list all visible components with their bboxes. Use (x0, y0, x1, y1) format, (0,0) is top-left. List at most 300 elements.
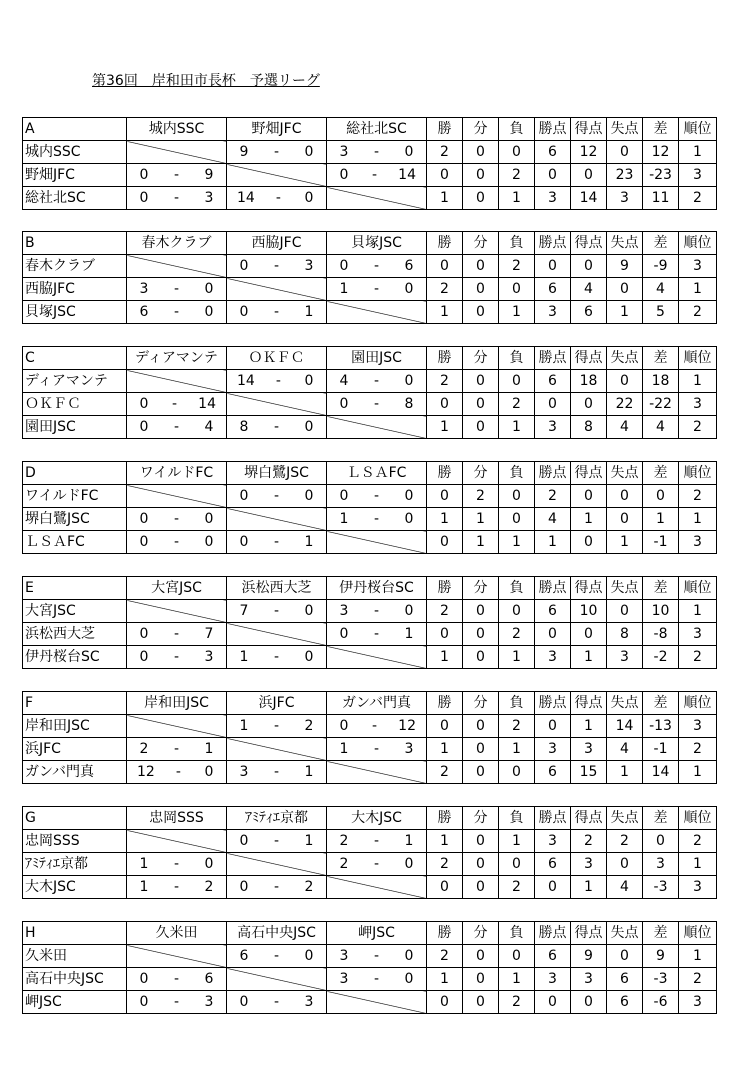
diagonal-cell (127, 370, 227, 393)
stat-value: 1 (499, 416, 535, 439)
stat-value: 1 (427, 301, 463, 324)
stat-value: 14 (643, 761, 679, 784)
stat-value: 0 (571, 255, 607, 278)
goals-against: 0 (304, 144, 314, 160)
group-table-d (22, 461, 717, 554)
stat-value: 11 (643, 187, 679, 210)
stat-value: 1 (571, 646, 607, 669)
stat-header: 負 (499, 692, 535, 715)
goals-against: 0 (404, 856, 414, 872)
stat-header: 勝点 (535, 347, 571, 370)
diagonal-cell (227, 738, 327, 761)
stat-header: 順位 (679, 922, 717, 945)
table-row (23, 945, 717, 968)
stat-value: 0 (535, 715, 571, 738)
team-name: ワイルドFC (23, 485, 127, 508)
diagonal-cell (227, 853, 327, 876)
stat-value: 10 (643, 600, 679, 623)
goals-against: 14 (398, 167, 416, 183)
stat-value: 3 (679, 715, 717, 738)
goals-against: 7 (204, 626, 214, 642)
goals-against: 12 (398, 718, 416, 734)
team-name: 高石中央JSC (23, 968, 127, 991)
goals-against: 0 (204, 764, 214, 780)
goals-against: 0 (404, 373, 414, 389)
score-dash: - (273, 488, 280, 504)
stat-value: 2 (679, 301, 717, 324)
stat-value: -22 (643, 393, 679, 416)
team-name: ＯＫＦＣ (23, 393, 127, 416)
stat-header: 勝点 (535, 118, 571, 141)
score-dash: - (273, 534, 280, 550)
goals-for: 3 (139, 281, 149, 297)
team-name: ガンバ門真 (23, 761, 127, 784)
stat-header: 得点 (571, 462, 607, 485)
stat-value: 3 (643, 853, 679, 876)
stat-value: 0 (499, 370, 535, 393)
stat-value: 1 (571, 508, 607, 531)
goals-for: 0 (339, 488, 349, 504)
stat-header: 勝点 (535, 462, 571, 485)
match-score (227, 991, 327, 1014)
opponent-header: 浜松西大芝 (227, 577, 327, 600)
stat-header: 分 (463, 232, 499, 255)
stat-value: 2 (427, 370, 463, 393)
score-dash: - (373, 603, 380, 619)
stat-header: 負 (499, 807, 535, 830)
stat-value: 3 (679, 531, 717, 554)
goals-for: 2 (139, 741, 149, 757)
team-name: 浜JFC (23, 738, 127, 761)
goals-against: 0 (404, 144, 414, 160)
stat-header: 勝 (427, 692, 463, 715)
stat-value: 0 (607, 278, 643, 301)
stat-value: 1 (427, 968, 463, 991)
stat-value: 4 (571, 278, 607, 301)
stat-value: 22 (607, 393, 643, 416)
stat-value: 2 (679, 830, 717, 853)
stat-value: 1 (607, 761, 643, 784)
stat-header: 順位 (679, 118, 717, 141)
goals-against: 1 (204, 741, 214, 757)
stat-value: 2 (499, 164, 535, 187)
stat-value: 9 (571, 945, 607, 968)
goals-for: 14 (237, 190, 255, 206)
team-name: 野畑JFC (23, 164, 127, 187)
opponent-header: 浜JFC (227, 692, 327, 715)
match-score (227, 255, 327, 278)
score-dash: - (273, 718, 280, 734)
stat-value: 6 (535, 761, 571, 784)
group-label: A (23, 118, 127, 141)
goals-for: 0 (139, 971, 149, 987)
team-name: 大宮JSC (23, 600, 127, 623)
score-dash: - (175, 764, 181, 780)
score-dash: - (275, 190, 281, 206)
stat-value: 0 (427, 623, 463, 646)
stat-header: 差 (643, 118, 679, 141)
stat-value: 3 (571, 853, 607, 876)
opponent-header: 高石中央JSC (227, 922, 327, 945)
stat-value: 2 (499, 991, 535, 1014)
goals-for: 1 (339, 741, 349, 757)
stat-value: 2 (571, 830, 607, 853)
goals-for: 0 (139, 994, 149, 1010)
table-row (23, 416, 717, 439)
opponent-header: 伊丹桜台SC (327, 577, 427, 600)
goals-against: 0 (304, 948, 314, 964)
match-score (227, 187, 327, 210)
stat-header: 負 (499, 577, 535, 600)
diagonal-cell (327, 876, 427, 899)
stat-header: 失点 (607, 118, 643, 141)
stat-value: 14 (571, 187, 607, 210)
stat-value: 0 (643, 830, 679, 853)
stat-header: 順位 (679, 462, 717, 485)
score-dash: - (273, 419, 280, 435)
opponent-header: 貝塚JSC (327, 232, 427, 255)
score-dash: - (373, 396, 380, 412)
stat-header: 勝 (427, 577, 463, 600)
match-score (127, 968, 227, 991)
stat-value: 4 (607, 738, 643, 761)
stat-header: 失点 (607, 347, 643, 370)
stat-value: 0 (535, 164, 571, 187)
score-dash: - (173, 856, 180, 872)
header-row (23, 232, 717, 255)
match-score (327, 255, 427, 278)
match-score (127, 301, 227, 324)
stat-value: 3 (535, 738, 571, 761)
stat-header: 勝 (427, 118, 463, 141)
goals-for: 0 (139, 534, 149, 550)
score-dash: - (273, 144, 280, 160)
goals-against: 0 (404, 971, 414, 987)
stat-value: 0 (571, 164, 607, 187)
score-dash: - (173, 511, 180, 527)
group-table-g (22, 806, 717, 899)
score-dash: - (373, 741, 380, 757)
table-row (23, 187, 717, 210)
goals-for: 6 (139, 304, 149, 320)
match-score (127, 164, 227, 187)
goals-for: 12 (137, 764, 155, 780)
diagonal-cell (227, 164, 327, 187)
goals-for: 0 (139, 649, 149, 665)
diagonal-cell (227, 623, 327, 646)
score-dash: - (273, 649, 280, 665)
opponent-header: 西脇JFC (227, 232, 327, 255)
stat-value: 2 (679, 968, 717, 991)
group-table-f (22, 691, 717, 784)
group-table-b (22, 231, 717, 324)
score-dash: - (173, 626, 180, 642)
team-name: 浜松西大芝 (23, 623, 127, 646)
stat-value: 4 (607, 416, 643, 439)
match-score (127, 646, 227, 669)
table-row (23, 761, 717, 784)
score-dash: - (275, 373, 281, 389)
stat-value: 6 (535, 370, 571, 393)
stat-value: 6 (571, 301, 607, 324)
stat-value: 0 (463, 141, 499, 164)
stat-value: 0 (571, 393, 607, 416)
stat-value: 0 (535, 991, 571, 1014)
stat-value: 1 (679, 600, 717, 623)
opponent-header: 城内SSC (127, 118, 227, 141)
goals-against: 1 (304, 833, 314, 849)
team-name: 城内SSC (23, 141, 127, 164)
stat-value: 4 (535, 508, 571, 531)
stat-header: 分 (463, 922, 499, 945)
score-dash: - (273, 879, 280, 895)
table-row (23, 715, 717, 738)
stat-value: 0 (463, 853, 499, 876)
stat-value: 0 (535, 876, 571, 899)
goals-against: 9 (204, 167, 214, 183)
stat-value: 0 (427, 393, 463, 416)
diagonal-cell (227, 278, 327, 301)
stat-header: 順位 (679, 232, 717, 255)
stat-header: 分 (463, 577, 499, 600)
diagonal-cell (127, 945, 227, 968)
stat-value: 2 (679, 646, 717, 669)
stat-value: 0 (607, 853, 643, 876)
stat-value: 5 (643, 301, 679, 324)
goals-for: 0 (139, 190, 149, 206)
stat-value: 1 (427, 187, 463, 210)
goals-for: 1 (339, 511, 349, 527)
stat-value: 1 (679, 853, 717, 876)
team-name: 園田JSC (23, 416, 127, 439)
score-dash: - (273, 304, 280, 320)
stat-value: 0 (607, 600, 643, 623)
diagonal-cell (127, 830, 227, 853)
goals-against: 0 (404, 281, 414, 297)
stat-value: 0 (571, 485, 607, 508)
table-row (23, 623, 717, 646)
diagonal-cell (327, 416, 427, 439)
stat-value: 23 (607, 164, 643, 187)
stat-value: 2 (679, 416, 717, 439)
stat-value: 3 (535, 187, 571, 210)
stat-value: 1 (427, 738, 463, 761)
match-score (227, 830, 327, 853)
match-score (127, 393, 227, 416)
goals-for: 2 (339, 856, 349, 872)
stat-value: 9 (607, 255, 643, 278)
score-dash: - (273, 258, 280, 274)
stat-value: 1 (463, 508, 499, 531)
header-row (23, 347, 717, 370)
header-row (23, 807, 717, 830)
stat-value: 0 (427, 485, 463, 508)
stat-value: 2 (499, 255, 535, 278)
match-score (327, 508, 427, 531)
stat-value: 2 (427, 761, 463, 784)
group-label: G (23, 807, 127, 830)
team-name: ＬＳＡFC (23, 531, 127, 554)
goals-for: 1 (339, 281, 349, 297)
score-dash: - (373, 144, 380, 160)
match-score (327, 370, 427, 393)
goals-for: 6 (239, 948, 249, 964)
goals-against: 0 (304, 190, 314, 206)
goals-against: 0 (204, 511, 214, 527)
header-row (23, 577, 717, 600)
stat-value: 0 (463, 623, 499, 646)
match-score (127, 187, 227, 210)
score-dash: - (372, 718, 378, 734)
goals-against: 0 (404, 603, 414, 619)
match-score (227, 646, 327, 669)
group-label: H (23, 922, 127, 945)
stat-header: 順位 (679, 347, 717, 370)
goals-for: 3 (339, 971, 349, 987)
stat-header: 分 (463, 807, 499, 830)
goals-against: 2 (204, 879, 214, 895)
stat-value: 0 (463, 945, 499, 968)
goals-for: 0 (139, 419, 149, 435)
stat-header: 分 (463, 692, 499, 715)
stat-value: 0 (463, 416, 499, 439)
stat-value: 0 (607, 508, 643, 531)
diagonal-cell (127, 255, 227, 278)
score-dash: - (273, 764, 280, 780)
stat-value: 4 (607, 876, 643, 899)
goals-against: 0 (404, 948, 414, 964)
team-name: 貝塚JSC (23, 301, 127, 324)
stat-value: 3 (607, 187, 643, 210)
stat-value: -23 (643, 164, 679, 187)
team-name: 春木クラブ (23, 255, 127, 278)
stat-value: 1 (571, 876, 607, 899)
score-dash: - (273, 833, 280, 849)
score-dash: - (173, 304, 180, 320)
stat-value: 0 (463, 187, 499, 210)
match-score (327, 141, 427, 164)
goals-against: 3 (204, 649, 214, 665)
stat-value: 0 (427, 531, 463, 554)
stat-value: 14 (607, 715, 643, 738)
table-row (23, 876, 717, 899)
stat-value: -13 (643, 715, 679, 738)
goals-against: 0 (304, 488, 314, 504)
score-dash: - (273, 994, 280, 1010)
stat-value: -6 (643, 991, 679, 1014)
stat-value: 2 (535, 485, 571, 508)
goals-for: 3 (239, 764, 249, 780)
stat-header: 分 (463, 118, 499, 141)
stat-value: -3 (643, 876, 679, 899)
stat-value: 0 (643, 485, 679, 508)
stat-value: 1 (427, 830, 463, 853)
stat-value: 0 (463, 370, 499, 393)
table-row (23, 393, 717, 416)
stat-value: 1 (643, 508, 679, 531)
team-name: 岸和田JSC (23, 715, 127, 738)
stat-value: 0 (607, 141, 643, 164)
stat-value: 6 (607, 968, 643, 991)
diagonal-cell (127, 715, 227, 738)
stat-value: 0 (571, 623, 607, 646)
diagonal-cell (327, 991, 427, 1014)
stat-value: 0 (499, 853, 535, 876)
stat-value: 2 (607, 830, 643, 853)
stat-header: 勝点 (535, 807, 571, 830)
team-name: 総社北SC (23, 187, 127, 210)
stat-header: 分 (463, 462, 499, 485)
stat-value: -9 (643, 255, 679, 278)
stat-header: 負 (499, 347, 535, 370)
score-dash: - (172, 396, 178, 412)
diagonal-cell (227, 968, 327, 991)
match-score (327, 715, 427, 738)
group-table-a (22, 117, 717, 210)
stat-value: 3 (679, 623, 717, 646)
opponent-header: 野畑JFC (227, 118, 327, 141)
stat-value: 1 (679, 370, 717, 393)
stat-value: 0 (463, 600, 499, 623)
score-dash: - (173, 419, 180, 435)
stat-header: 差 (643, 577, 679, 600)
stat-value: 0 (535, 623, 571, 646)
match-score (327, 623, 427, 646)
stat-value: 0 (463, 738, 499, 761)
stat-value: 2 (427, 278, 463, 301)
group-label: D (23, 462, 127, 485)
match-score (327, 853, 427, 876)
diagonal-cell (327, 187, 427, 210)
goals-against: 3 (404, 741, 414, 757)
match-score (327, 393, 427, 416)
group-table-e (22, 576, 717, 669)
stat-value: 0 (607, 370, 643, 393)
table-row (23, 370, 717, 393)
stat-value: 0 (463, 278, 499, 301)
stat-header: 失点 (607, 232, 643, 255)
match-score (127, 531, 227, 554)
stat-value: 2 (427, 945, 463, 968)
stat-value: 6 (535, 945, 571, 968)
stat-value: 12 (571, 141, 607, 164)
score-dash: - (373, 488, 380, 504)
goals-against: 4 (204, 419, 214, 435)
score-dash: - (173, 649, 180, 665)
stat-value: 0 (427, 876, 463, 899)
diagonal-cell (327, 301, 427, 324)
goals-against: 0 (304, 603, 314, 619)
stat-header: 得点 (571, 692, 607, 715)
opponent-header: 岬JSC (327, 922, 427, 945)
stat-value: 1 (679, 945, 717, 968)
goals-for: 0 (139, 167, 149, 183)
stat-value: 0 (427, 164, 463, 187)
stat-value: 0 (463, 968, 499, 991)
score-dash: - (373, 281, 380, 297)
goals-for: 3 (339, 603, 349, 619)
table-row (23, 164, 717, 187)
stat-value: 2 (499, 393, 535, 416)
opponent-header: 大宮JSC (127, 577, 227, 600)
goals-for: 0 (139, 626, 149, 642)
match-score (327, 278, 427, 301)
score-dash: - (373, 626, 380, 642)
stat-header: 勝 (427, 232, 463, 255)
opponent-header: ＯＫＦＣ (227, 347, 327, 370)
stat-value: 2 (463, 485, 499, 508)
goals-for: 0 (239, 994, 249, 1010)
